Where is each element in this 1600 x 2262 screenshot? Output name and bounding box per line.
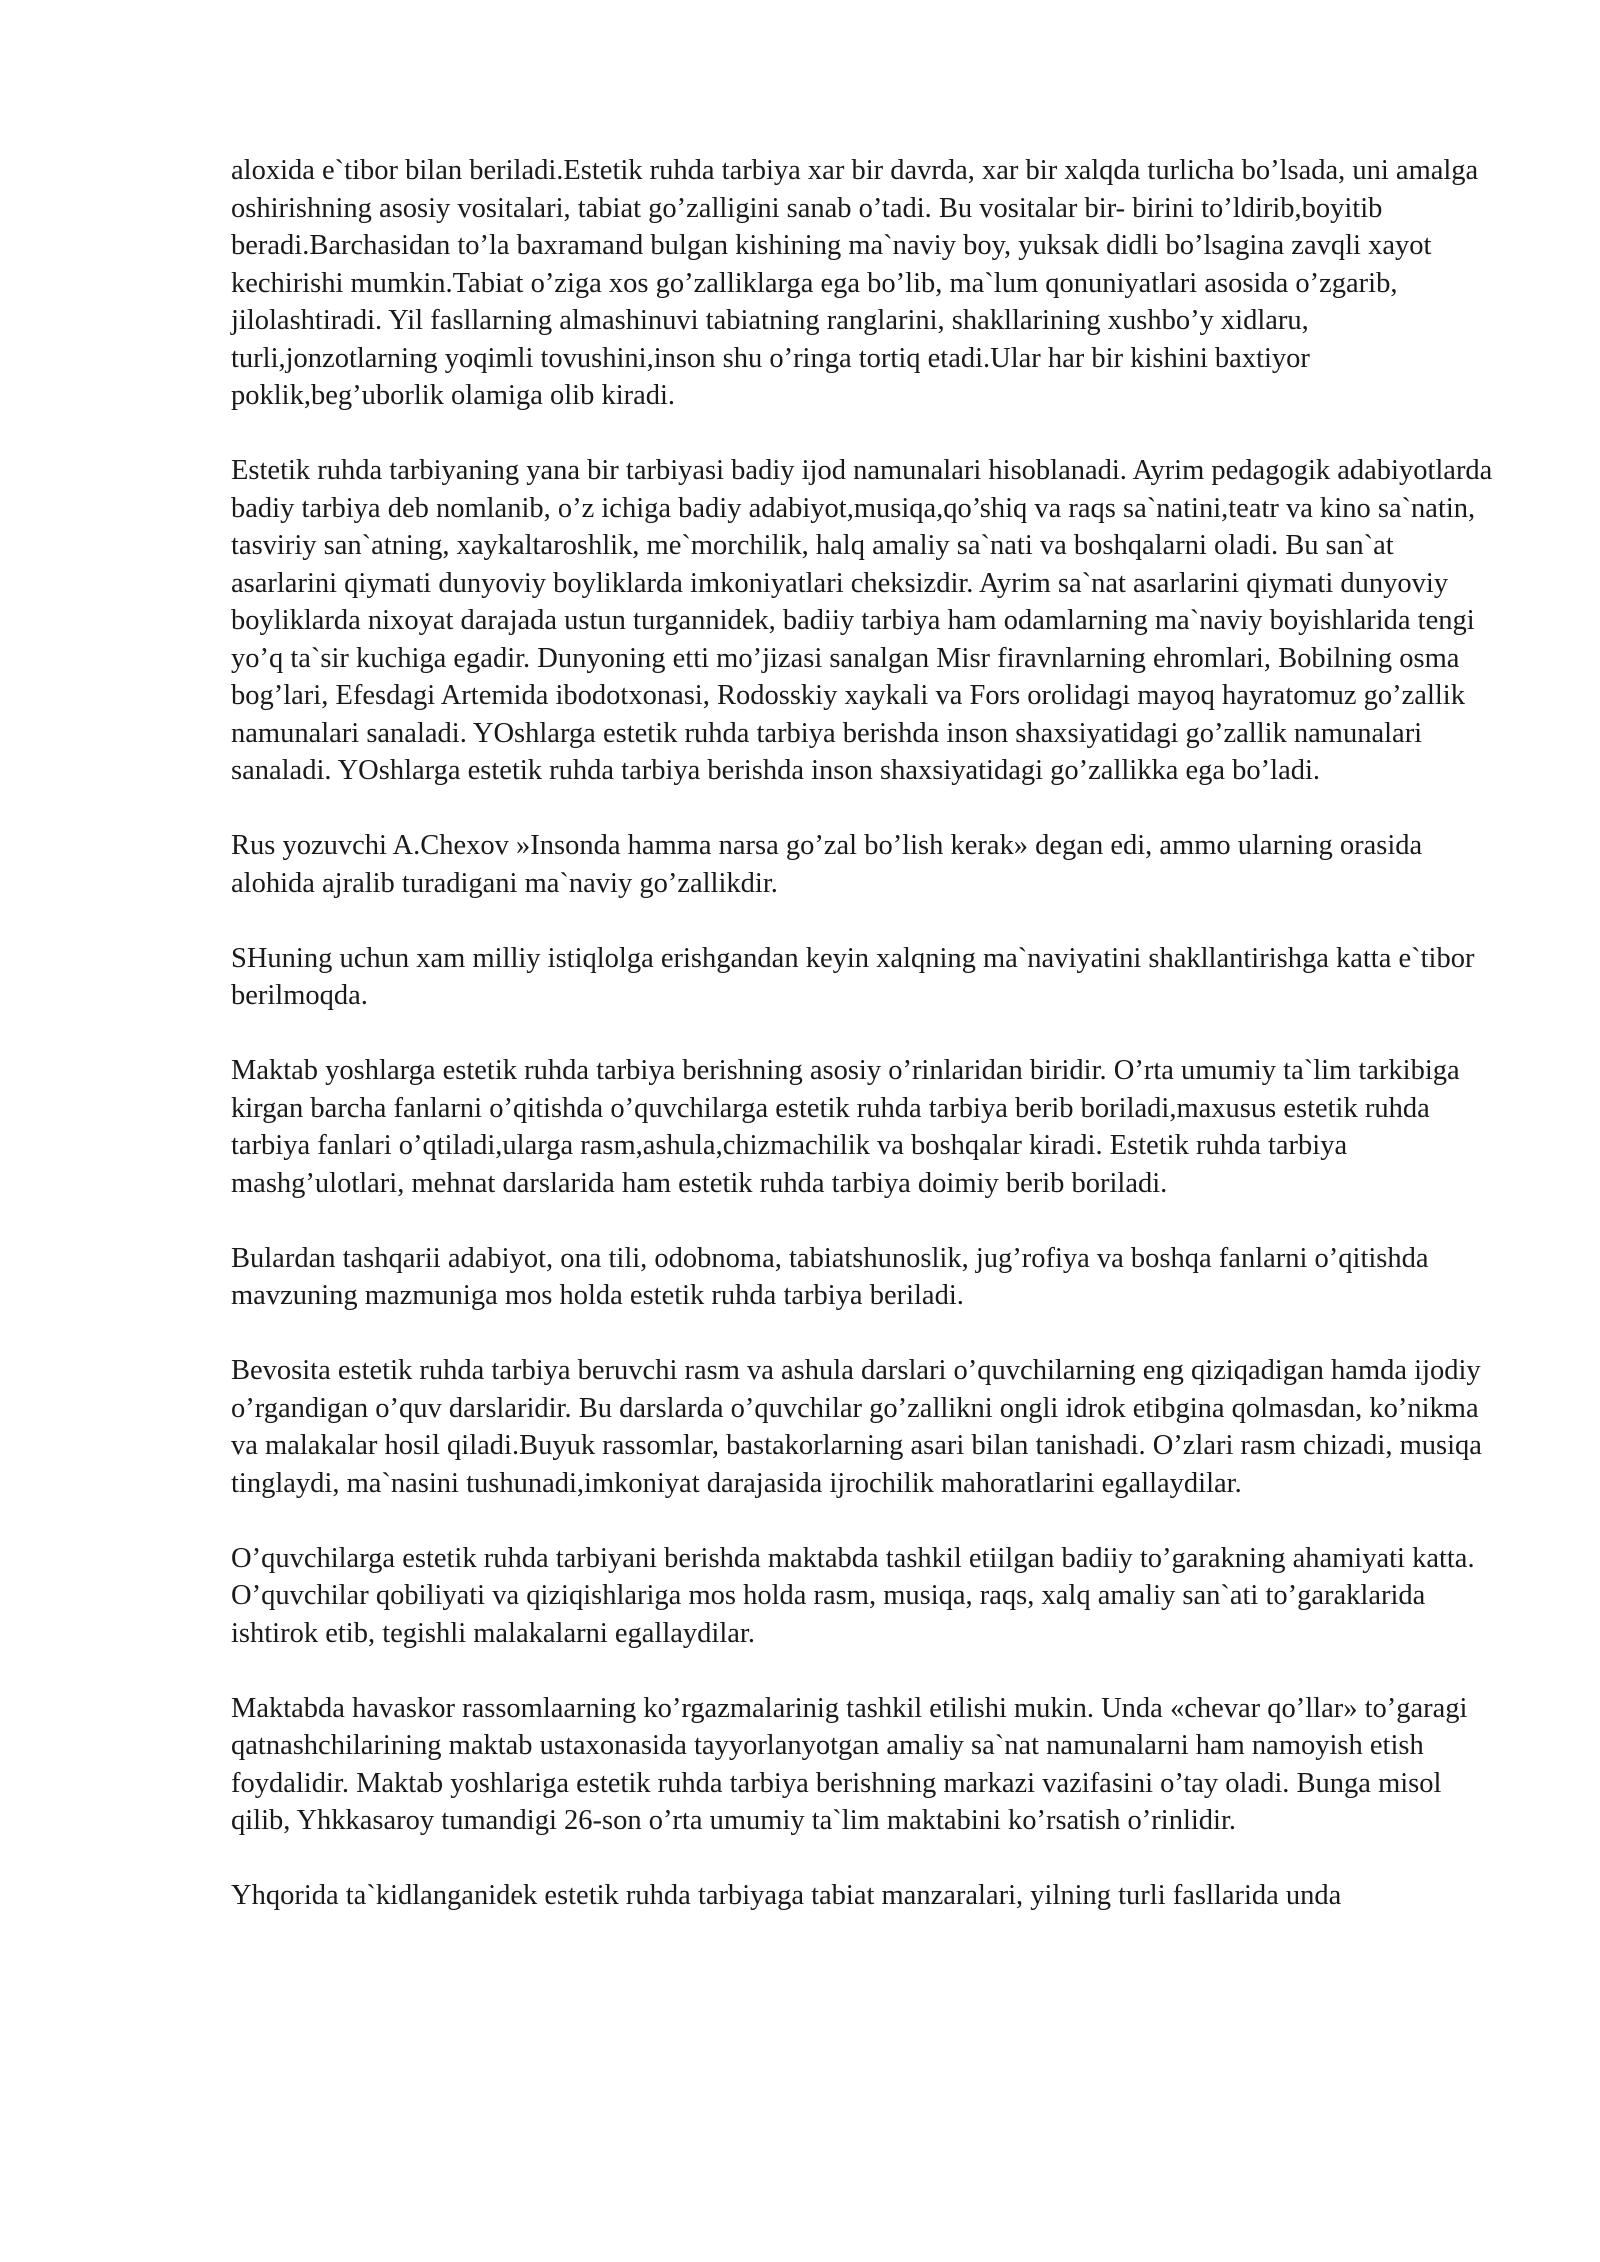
paragraph-4: SHuning uchun xam milliy istiqlolga erishgandan keyin xalqning ma`naviyatini shakllantirishga katta e`tibor berilmoqda.	[231, 942, 1475, 1011]
paragraph-7: Bevosita estetik ruhda tarbiya beruvchi rasm va ashula darslari o’quvchilarning eng qiziqadigan hamda ijodiy o’rgandigan o’quv darslaridir. Bu darslarda o’quvchilar go’zallikni ongli idrok etibgina qolmasdan, ko’nikma va malakalar hosil qiladi.Buyuk rassomlar, bastakorlarning asari bilan tanishadi. O’zlari rasm chizadi, musiqa tinglaydi, ma`nasini tushunadi,imkoniyat darajasida ijrochilik mahoratlarini egallaydilar.	[231, 1355, 1482, 1499]
paragraph-8: O’quvchilarga estetik ruhda tarbiyani berishda maktabda tashkil etiilgan badiiy to’garakning ahamiyati katta. O’quvchilar qobiliyati va qiziqishlariga mos holda rasm, musiqa, raqs, xalq amaliy san`ati to’garaklarida ishtirok etib, tegishli malakalarni egallaydilar.	[231, 1542, 1475, 1649]
paragraph-5: Maktab yoshlarga estetik ruhda tarbiya berishning asosiy o’rinlaridan biridir. O’rta umumiy ta`lim tarkibiga kirgan barcha fanlarni o’qitishda o’quvchilarga estetik ruhda tarbiya berib boriladi,maxusus estetik ruhda tarbiya fanlari o’qtiladi,ularga rasm,ashula,chizmachilik va boshqalar kiradi. Estetik ruhda tarbiya mashg’ulotlari, mehnat darslarida ham estetik ruhda tarbiya doimiy berib boriladi.	[231, 1055, 1460, 1199]
paragraph-1: aloxida e`tibor bilan beriladi.Estetik ruhda tarbiya xar bir davrda, xar bir xalqda turlicha bo’lsada, uni amalga oshirishning asosiy vositalari, tabiat go’zalligini sanab o’tadi. Bu vositalar bir- birini to’ldirib,boyitib beradi.Barchasidan to’la baxramand bulgan kishining ma`naviy boy, yuksak didli bo’lsagina zavqli xayot kechirishi mumkin.Tabiat o’ziga xos go’zalliklarga ega bo’lib, ma`lum qonuniyatlari asosida o’zgarib, jilolashtiradi. Yil fasllarning almashinuvi tabiatning ranglarini, shakllarining xushbo’y xidlaru, turli,jonzotlarning yoqimli tovushini,inson shu o’ringa tortiq etadi.Ular har bir kishini baxtiyor poklik,beg’uborlik olamiga olib kiradi.	[231, 155, 1479, 411]
paragraph-10: Yhqorida ta`kidlanganidek estetik ruhda tarbiyaga tabiat manzaralari, yilning turli fasllarida unda	[231, 1880, 1342, 1911]
paragraph-9: Maktabda havaskor rassomlaarning ko’rgazmalarinig tashkil etilishi mukin. Unda «chevar qo’llar» to’garagi qatnashchilarining maktab ustaxonasida tayyorlanyotgan amaliy sa`nat namunalarni ham namoyish etish foydalidir. Maktab yoshlariga estetik ruhda tarbiya berishning markazi vazifasini o’tay oladi. Bunga misol qilib, Yhkkasaroy tumandigi 26-son o’rta umumiy ta`lim maktabini ko’rsatish o’rinlidir.	[231, 1692, 1468, 1836]
paragraph-6: Bulardan tashqarii adabiyot, ona tili, odobnoma, tabiatshunoslik, jug’rofiya va boshqa fanlarni o’qitishda mavzuning mazmuniga mos holda estetik ruhda tarbiya beriladi.	[231, 1242, 1429, 1311]
paragraph-3: Rus yozuvchi A.Chexov »Insonda hamma narsa go’zal bo’lish kerak» degan edi, ammo ularning orasida alohida ajralib turadigani ma`naviy go’zallikdir.	[231, 830, 1423, 899]
document-body	[231, 152, 1499, 1915]
paragraph-2: Estetik ruhda tarbiyaning yana bir tarbiyasi badiy ijod namunalari hisoblanadi. Ayrim pedagogik adabiyotlarda badiy tarbiya deb nomlanib, o’z ichiga badiy adabiyot,musiqa,qo’shiq va raqs sa`natini,teatr va kino sa`natin, tasviriy san`atning, xaykaltaroshlik, me`morchilik, halq amaliy sa`nati va boshqalarni oladi. Bu san`at asarlarini qiymati dunyoviy boyliklarda imkoniyatlari cheksizdir. Ayrim sa`nat asarlarini qiymati dunyoviy boyliklarda nixoyat darajada ustun turgannidek, badiiy tarbiya ham odamlarning ma`naviy boyishlarida tengi yo’q ta`sir kuchiga egadir. Dunyoning etti mo’jizasi sanalgan Misr firavnlarning ehromlari, Bobilning osma bog’lari, Efesdagi Artemida ibodotxonasi, Rodosskiy xaykali va Fors orolidagi mayoq hayratomuz go’zallik namunalari sanaladi. YOshlarga estetik ruhda tarbiya berishda inson shaxsiyatidagi go’zallik namunalari sanaladi. YOshlarga estetik ruhda tarbiya berishda inson shaxsiyatidagi go’zallikka ega bo’ladi.	[231, 455, 1493, 786]
